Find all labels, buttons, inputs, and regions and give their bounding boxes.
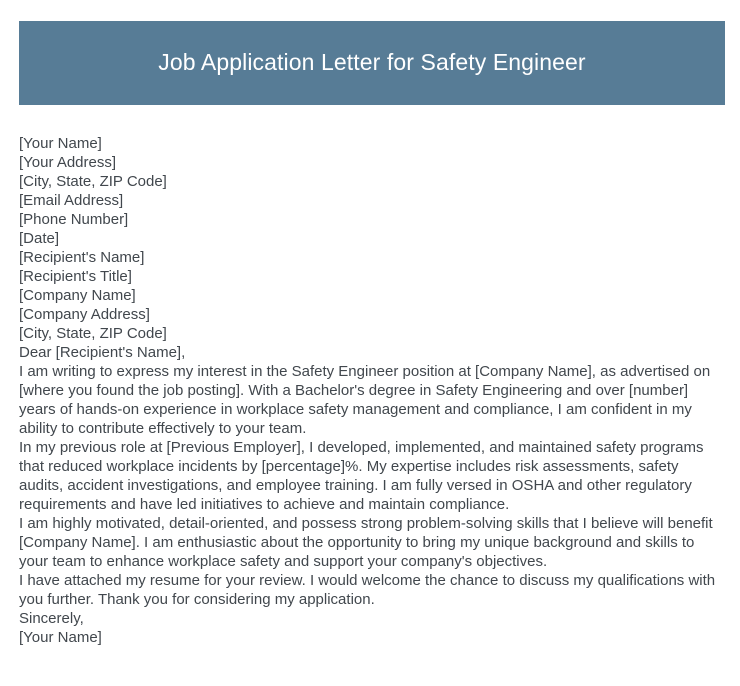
letter-line: [Recipient's Name] [19, 249, 145, 266]
letter-closing: Sincerely, [19, 610, 84, 627]
letter-paragraph: I am highly motivated, detail-oriented, and possess strong problem-solving skills that I believe will benefit [Company Name]. I am enthusiastic about the opportunity to bring my unique background and skills to your team to enhance workplace safety and support your company's objectives. [19, 515, 713, 570]
letter-line: [Company Name] [19, 287, 136, 304]
letter-line: [Your Address] [19, 154, 117, 171]
letter-line: [Phone Number] [19, 211, 129, 228]
letter-paragraph: I am writing to express my interest in the Safety Engineer position at [Company Name], as advertised on [where you found the job posting]. With a Bachelor's degree in Safety Engineering and over [number] years of hands-on experience in workplace safety management and compliance, I am confident in my ability to contribute effectively to your team. [19, 363, 711, 437]
letter-line: [Email Address] [19, 192, 124, 209]
letter-body [19, 134, 725, 647]
letter-signature: [Your Name] [19, 629, 102, 646]
letter-line: [Company Address] [19, 306, 150, 323]
page-title: Job Application Letter for Safety Engineer [158, 49, 586, 76]
letter-salutation: Dear [Recipient's Name], [19, 344, 186, 361]
letter-line: [City, State, ZIP Code] [19, 325, 167, 342]
letter-line: [Your Name] [19, 135, 102, 152]
letter-paragraph: I have attached my resume for your review. I would welcome the chance to discuss my qualifications with you further. Thank you for considering my application. [19, 572, 716, 608]
letter-line: [Recipient's Title] [19, 268, 132, 285]
letter-paragraph: In my previous role at [Previous Employer], I developed, implemented, and maintained safety programs that reduced workplace incidents by [percentage]%. My expertise includes risk assessments, safety audits, accident investigations, and employee training. I am fully versed in OSHA and other regulatory requirements and have led initiatives to achieve and maintain compliance. [19, 439, 704, 513]
letter-line: [Date] [19, 230, 60, 247]
letter-header-banner [19, 21, 725, 105]
letter-line: [City, State, ZIP Code] [19, 173, 167, 190]
